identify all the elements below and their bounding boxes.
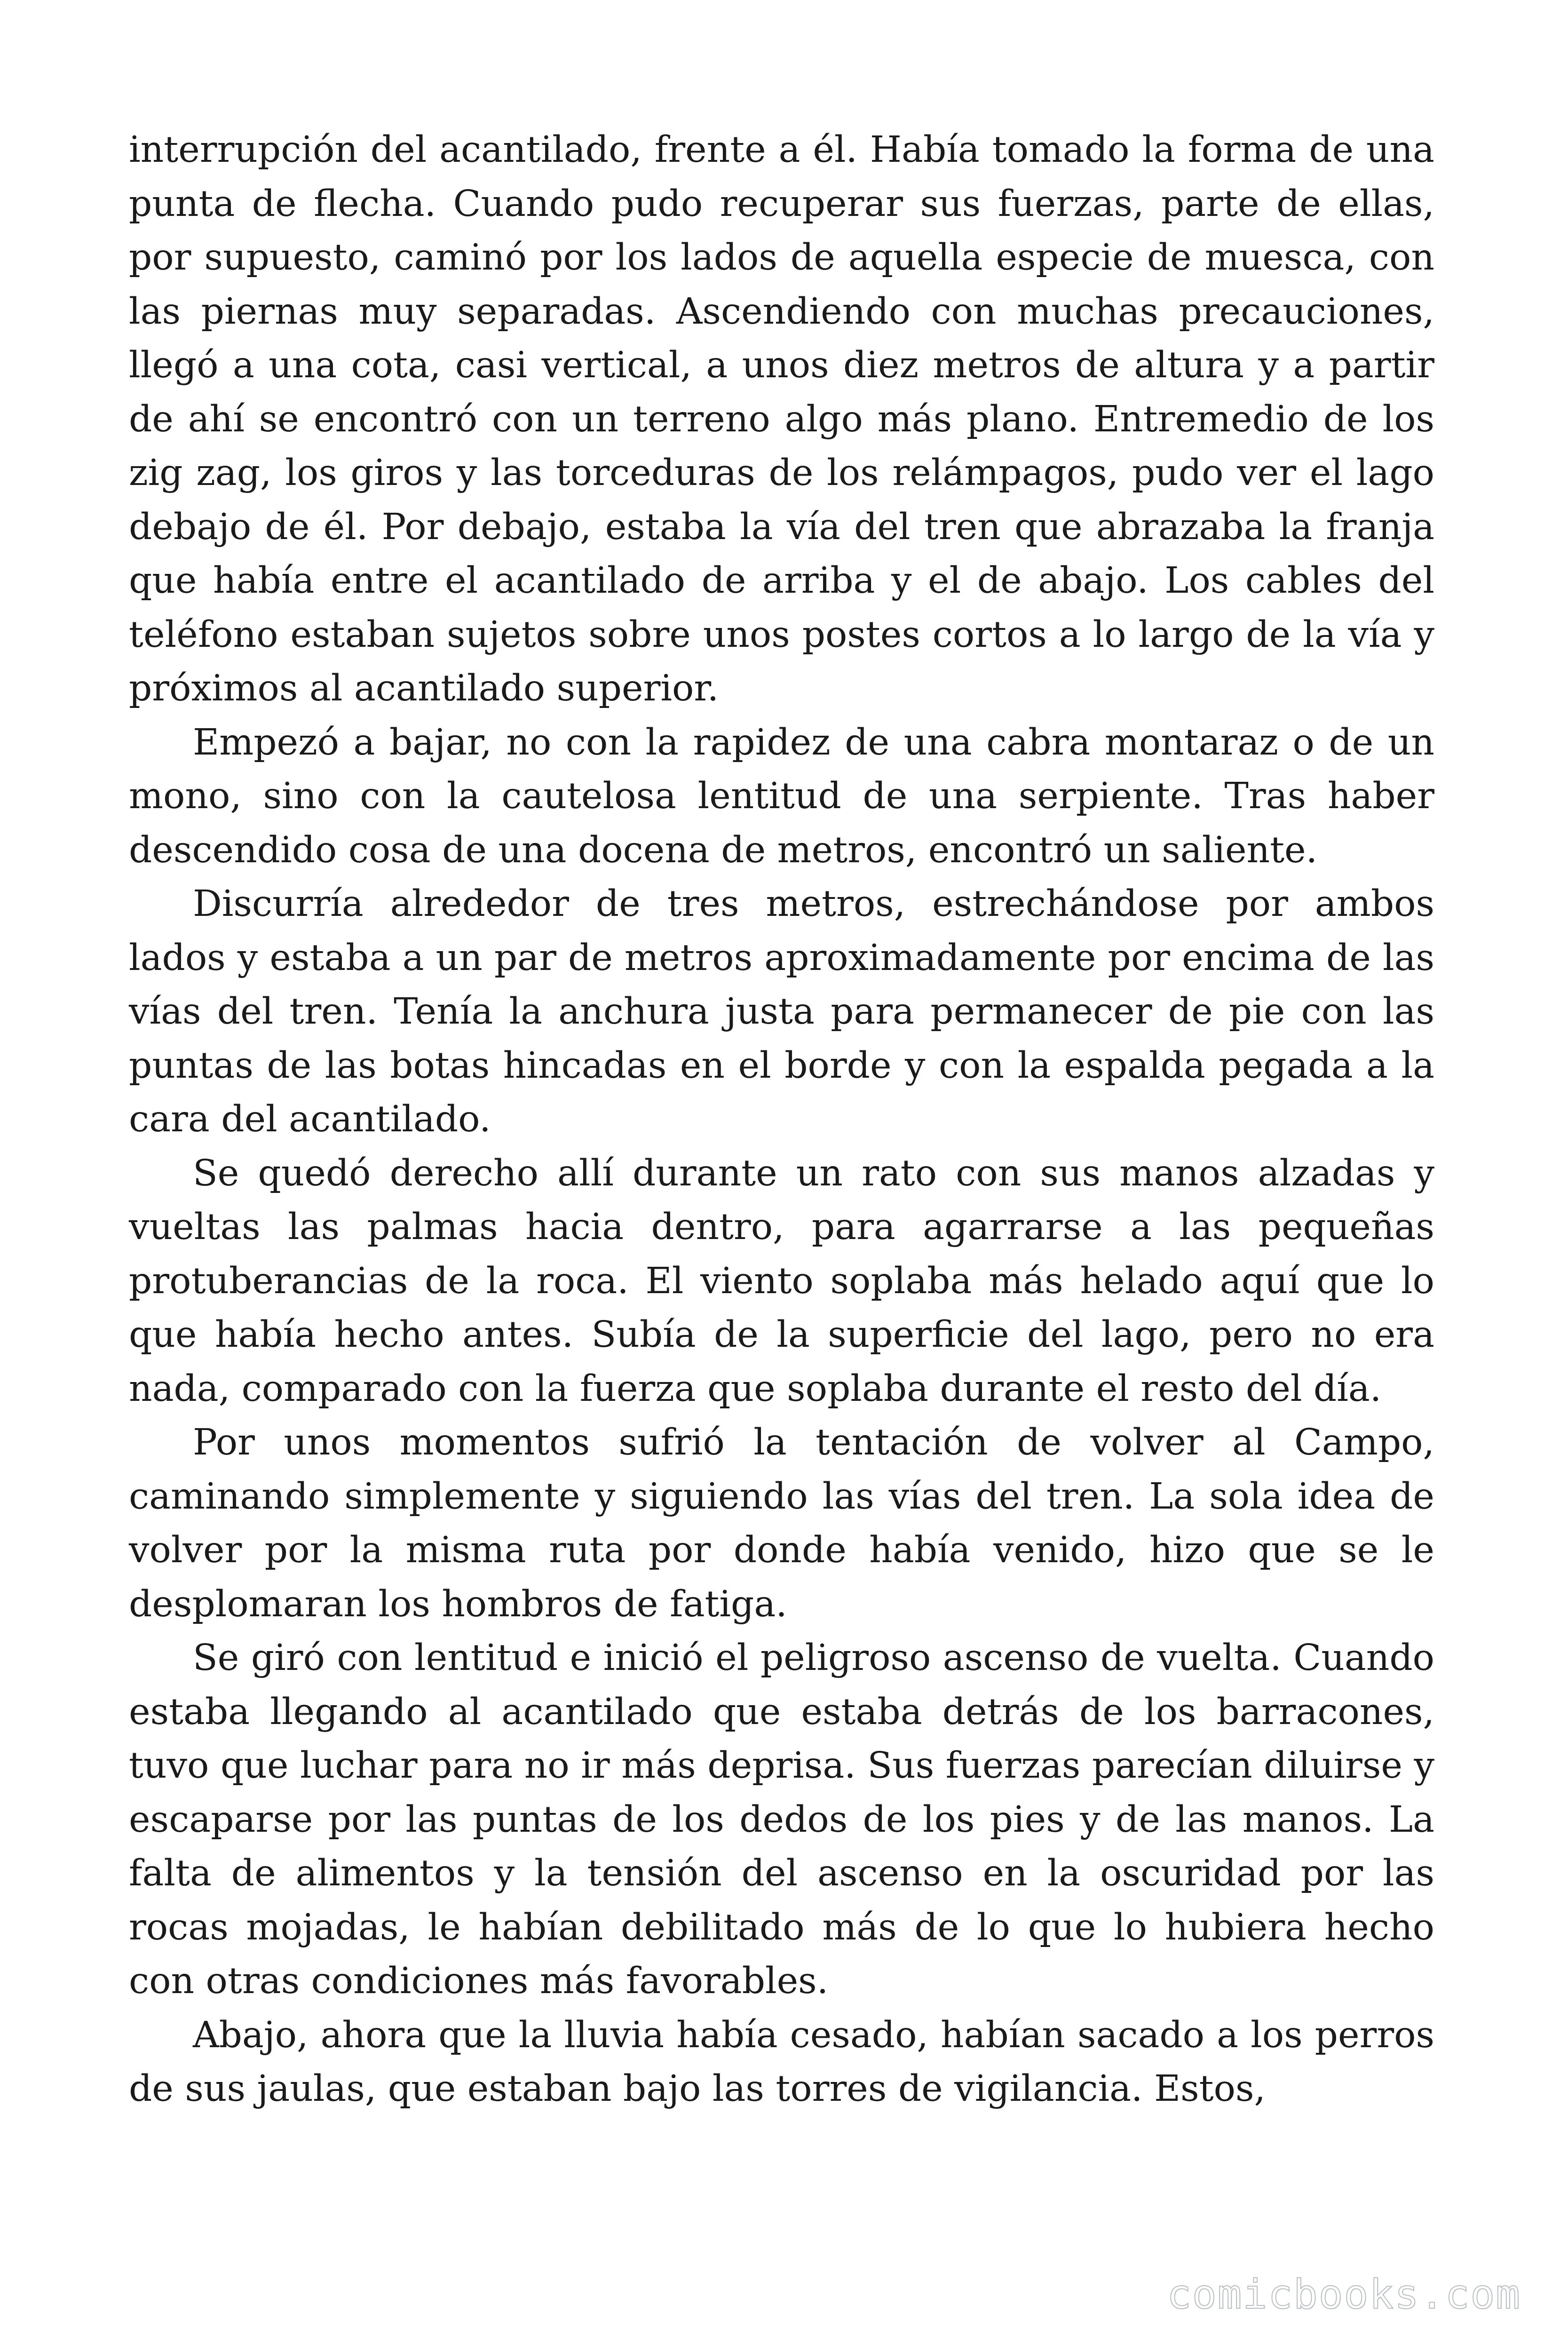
paragraph: Empezó a bajar, no con la rapidez de una cabra montaraz o de un mono, sino con la cautelosa lentitud de una serpiente. Tras haber descendido cosa de una docena de metros, encontró un saliente. (129, 721, 1434, 871)
paragraph: Se giró con lentitud e inició el peligroso ascenso de vuelta. Cuando estaba llegando al acantilado que estaba detrás de los barracones, tuvo que luchar para no ir más deprisa. Sus fuerzas parecían diluirse y escaparse por las puntas de los dedos de los pies y de las manos. La falta de alimentos y la tensión del ascenso en la oscuridad por las rocas mojadas, le habían debilitado más de lo que lo hubiera hecho con otras condiciones más favorables. (129, 1637, 1434, 2002)
body-text (129, 123, 1434, 2116)
paragraph: Discurría alrededor de tres metros, estrechándose por ambos lados y estaba a un par de metros aproximadamente por encima de las vías del tren. Tenía la anchura justa para permanecer de pie con las puntas de las botas hincadas en el borde y con la espalda pegada a la cara del acantilado. (129, 883, 1434, 1140)
paragraph: Se quedó derecho allí durante un rato con sus manos alzadas y vueltas las palmas hacia dentro, para agarrarse a las pequeñas protuberancias de la roca. El viento soplaba más helado aquí que lo que había hecho antes. Subía de la superficie del lago, pero no era nada, comparado con la fuerza que soplaba durante el resto del día. (129, 1152, 1434, 1410)
paragraph: Abajo, ahora que la lluvia había cesado, habían sacado a los perros de sus jaulas, que estaban bajo las torres de vigilancia. Estos, (129, 2014, 1434, 2110)
paragraph: Por unos momentos sufrió la tentación de volver al Campo, caminando simplemente y siguiendo las vías del tren. La sola idea de volver por la misma ruta por donde había venido, hizo que se le desplomaran los hombros de fatiga. (129, 1422, 1434, 1625)
watermark: comicbooks.com (1167, 2271, 1521, 2318)
paragraph-continued: interrupción del acantilado, frente a él. Había tomado la forma de una punta de flecha. Cuando pudo recuperar sus fuerzas, parte de ellas, por supuesto, caminó por los lados de aquella especie de muesca, con las piernas muy separadas. Ascendiendo con muchas precauciones, llegó a una cota, casi vertical, a unos diez metros de altura y a partir de ahí se encontró con un terreno algo más plano. Entremedio de los zig zag, los giros y las torceduras de los relámpagos, pudo ver el lago debajo de él. Por debajo, estaba la vía del tren que abrazaba la franja que había entre el acantilado de arriba y el de abajo. Los cables del teléfono estaban sujetos sobre unos postes cortos a lo largo de la vía y próximos al acantilado superior. (129, 129, 1434, 709)
